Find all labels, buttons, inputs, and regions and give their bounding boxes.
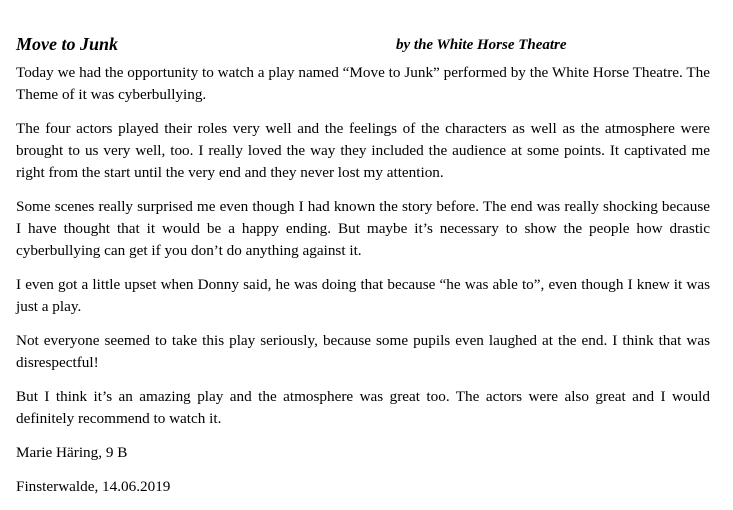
paragraph-intro: Today we had the opportunity to watch a play named “Move to Junk” performed by the White Horse Theatre. The Theme of it was cyberbullying. — [16, 64, 710, 103]
place-date: Finsterwalde, 14.06.2019 — [16, 478, 171, 495]
paragraph-actors: The four actors played their roles very well and the feelings of the characters as well as the atmosphere were brought to us very well, too. I really loved the way they included the audience at some points. It captivated me right from the start until the very end and they never lost my attention. — [16, 120, 710, 181]
paragraph-audience: Not everyone seemed to take this play seriously, because some pupils even laughed at the end. I think that was disrespectful! — [16, 332, 710, 371]
author-signature: Marie Häring, 9 B — [16, 444, 128, 461]
document-byline: by the White Horse Theatre — [396, 37, 567, 53]
document-header — [16, 32, 710, 56]
paragraph-donny: I even got a little upset when Donny said, he was doing that because “he was able to”, even though I knew it was just a play. — [16, 276, 710, 315]
paragraph-scenes: Some scenes really surprised me even though I had known the story before. The end was really shocking because I have thought that it would be a happy ending. But maybe it’s necessary to show the people how drastic cyberbullying can get if you don’t do anything against it. — [16, 198, 710, 259]
review-document — [16, 32, 710, 510]
document-title: Move to Junk — [16, 34, 119, 54]
paragraph-conclusion: But I think it’s an amazing play and the atmosphere was great too. The actors were also great and I would definitely recommend to watch it. — [16, 388, 710, 427]
